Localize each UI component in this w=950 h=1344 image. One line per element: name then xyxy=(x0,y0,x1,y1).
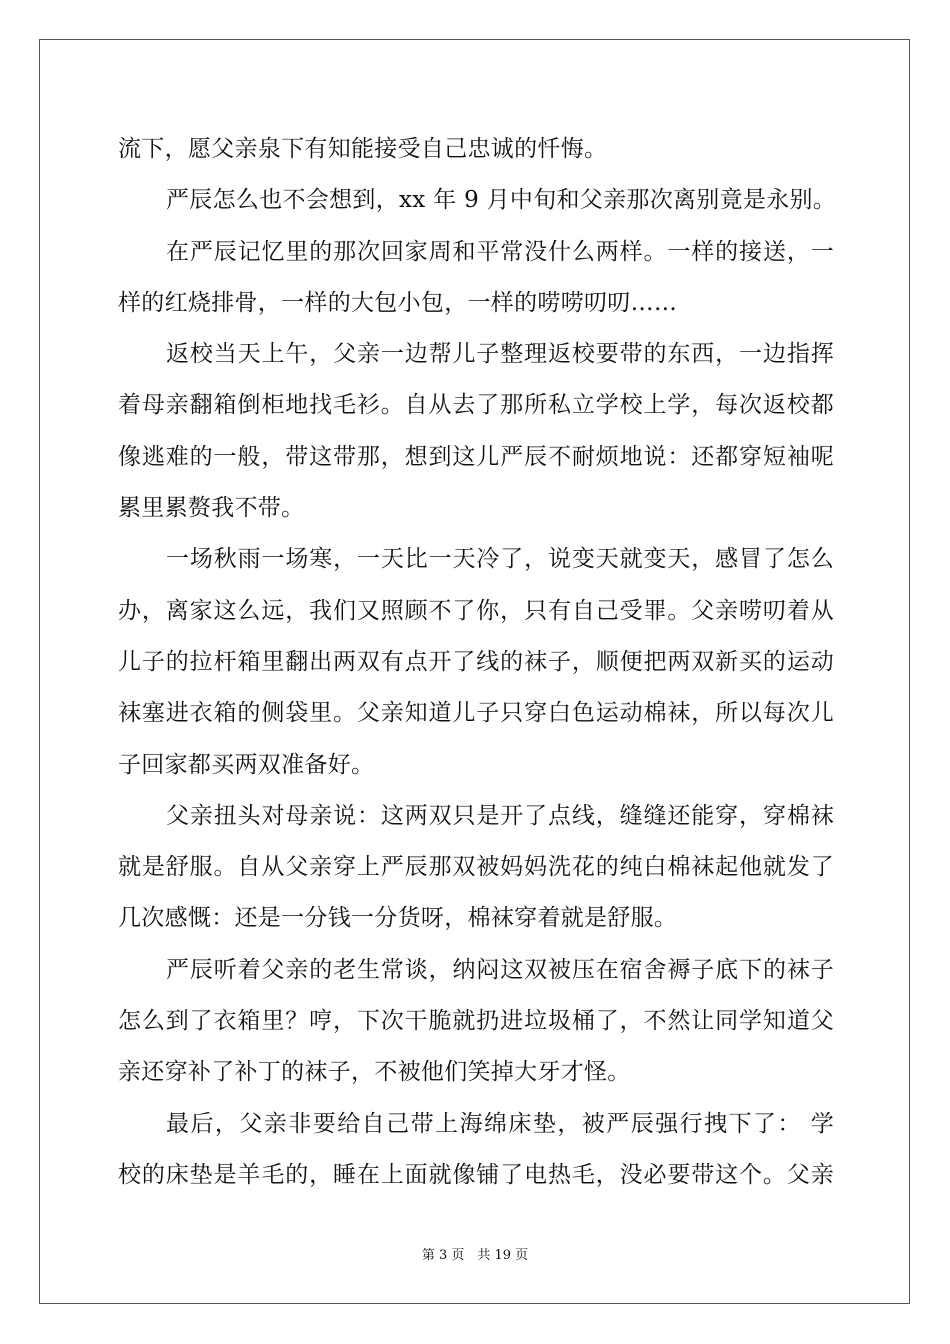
text-line: 怎么到了衣箱里？哼，下次干脆就扔进垃圾桶了，不然让同学知道父 xyxy=(118,1008,834,1035)
text-line: 儿子的拉杆箱里翻出两双有点开了线的袜子，顺便把两双新买的运动 xyxy=(118,648,834,675)
text-line: 严辰听着父亲的老生常谈，纳闷这双被压在宿舍褥子底下的袜子 xyxy=(166,956,834,983)
page-footer: 第 3 页 共 19 页 xyxy=(421,1248,529,1263)
text-line: 累里累赘我不带。 xyxy=(118,495,305,522)
text-line: 返校当天上午，父亲一边帮儿子整理返校要带的东西，一边指挥 xyxy=(166,341,834,368)
text-line: 父亲扭头对母亲说：这两双只是开了点线，缝缝还能穿，穿棉袜 xyxy=(166,802,834,829)
text-line: 就是舒服。自从父亲穿上严辰那双被妈妈洗花的纯白棉袜起他就发了 xyxy=(118,854,834,881)
document-body xyxy=(118,126,837,1203)
text-line: 着母亲翻箱倒柜地找毛衫。自从去了那所私立学校上学，每次返校都 xyxy=(118,392,834,419)
text-line: 严辰怎么也不会想到，xx 年 9 月中旬和父亲那次离别竟是永别。 xyxy=(166,187,837,214)
text-line: 像逃难的一般，带这带那，想到这儿严辰不耐烦地说：还都穿短袖呢 xyxy=(118,443,834,470)
text-line: 袜塞进衣箱的侧袋里。父亲知道儿子只穿白色运动棉袜，所以每次儿 xyxy=(118,700,834,727)
text-line: 校的床垫是羊毛的，睡在上面就像铺了电热毛，没必要带这个。父亲 xyxy=(118,1161,834,1188)
text-line: 子回家都买两双准备好。 xyxy=(118,751,375,778)
text-line: 亲还穿补了补丁的袜子，不被他们笑掉大牙才怪。 xyxy=(118,1059,631,1086)
text-line: 一场秋雨一场寒，一天比一天冷了，说变天就变天，感冒了怎么 xyxy=(166,546,834,573)
text-line: 样的红烧排骨，一样的大包小包，一样的唠唠叨叨…… xyxy=(118,289,678,316)
text-line: 几次感慨：还是一分钱一分货呀，棉袜穿着就是舒服。 xyxy=(118,905,678,932)
text-line: 在严辰记忆里的那次回家周和平常没什么两样。一样的接送，一 xyxy=(166,238,834,265)
text-line: 最后，父亲非要给自己带上海绵床垫，被严辰强行拽下了： 学 xyxy=(166,1110,834,1137)
text-line: 办，离家这么远，我们又照顾不了你，只有自己受罪。父亲唠叨着从 xyxy=(118,597,834,624)
text-line: 流下，愿父亲泉下有知能接受自己忠诚的忏悔。 xyxy=(118,136,608,162)
